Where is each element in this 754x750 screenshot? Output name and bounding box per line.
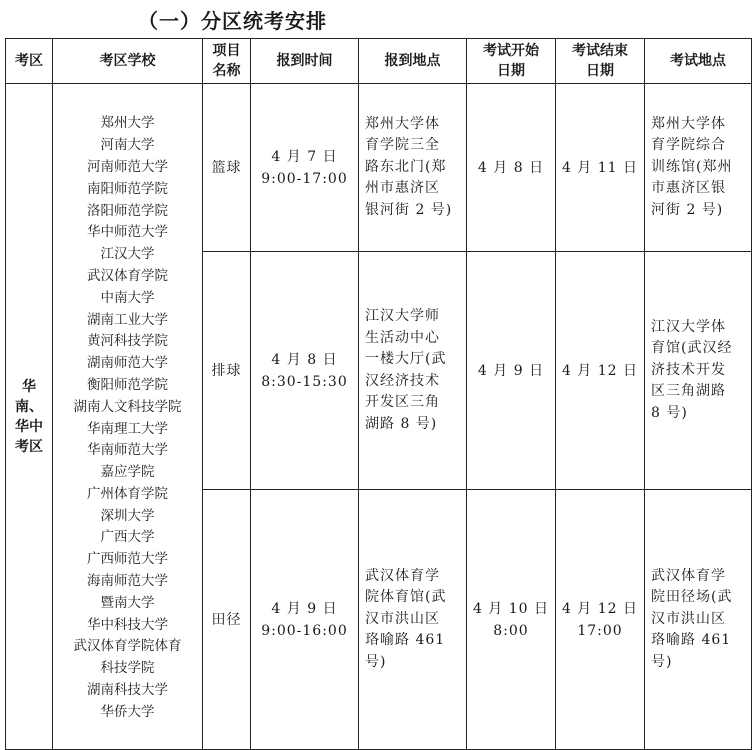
event-volleyball: 排球 <box>203 252 251 490</box>
event-basketball: 篮球 <box>203 84 251 252</box>
zone-cell: 华 南、 华中 考区 <box>6 84 53 750</box>
list-item: 武汉体育学院体育 <box>73 638 182 655</box>
report-place: 郑州大学体 育学院三全 路东北门(郑 州市惠济区 银河街 2 号) <box>359 84 467 252</box>
list-item: 广州体育学院 <box>87 485 168 502</box>
list-item: 湖南工业大学 <box>87 311 168 328</box>
list-item: 湖南师范大学 <box>87 355 168 372</box>
school-list <box>53 84 203 750</box>
list-item: 湖南人文科技学院 <box>73 398 182 415</box>
list-item: 中南大学 <box>100 289 155 306</box>
list-item: 河南大学 <box>100 137 155 154</box>
list-item: 深圳大学 <box>100 507 155 524</box>
list-item: 海南师范大学 <box>87 573 168 590</box>
report-time: 4 月 7 日 9:00-17:00 <box>251 84 359 252</box>
exam-place: 武汉体育学 院田径场(武 汉市洪山区 珞喻路 461 号) <box>645 490 752 750</box>
report-time: 4 月 8 日 8:30-15:30 <box>251 252 359 490</box>
list-item: 南阳师范学院 <box>87 180 168 197</box>
list-item: 华中科技大学 <box>87 616 168 633</box>
header-exam-place: 考试地点 <box>645 39 752 84</box>
list-item: 嘉应学院 <box>100 464 155 481</box>
header-row <box>6 39 752 84</box>
header-report-time: 报到时间 <box>251 39 359 84</box>
list-item: 衡阳师范学院 <box>87 376 168 393</box>
list-item: 华中师范大学 <box>87 224 168 241</box>
list-item: 华侨大学 <box>100 703 155 720</box>
header-schools: 考区学校 <box>53 39 203 84</box>
list-item: 广西师范大学 <box>87 551 168 568</box>
list-item: 武汉体育学院 <box>87 267 168 284</box>
exam-schedule-table <box>5 38 752 750</box>
header-report-place: 报到地点 <box>359 39 467 84</box>
list-item: 黄河科技学院 <box>87 333 168 350</box>
start-date: 4 月 10 日 8:00 <box>467 490 556 750</box>
list-item: 河南师范大学 <box>87 158 168 175</box>
start-date: 4 月 9 日 <box>467 252 556 490</box>
header-start-date: 考试开始 日期 <box>467 39 556 84</box>
header-end-date: 考试结束 日期 <box>556 39 645 84</box>
start-date: 4 月 8 日 <box>467 84 556 252</box>
list-item: 广西大学 <box>100 529 155 546</box>
list-item: 暨南大学 <box>100 594 155 611</box>
exam-place: 郑州大学体 育学院综合 训练馆(郑州 市惠济区银 河街 2 号) <box>645 84 752 252</box>
list-item: 华南师范大学 <box>87 442 168 459</box>
event-track-field: 田径 <box>203 490 251 750</box>
exam-place: 江汉大学体 育馆(武汉经 济技术开发 区三角湖路 8 号) <box>645 252 752 490</box>
end-date: 4 月 11 日 <box>556 84 645 252</box>
list-item: 科技学院 <box>100 660 155 677</box>
end-date: 4 月 12 日 <box>556 252 645 490</box>
report-place: 江汉大学师 生活动中心 一楼大厅(武 汉经济技术 开发区三角 湖路 8 号) <box>359 252 467 490</box>
section-title: （一）分区统考安排 <box>138 9 327 33</box>
report-place: 武汉体育学 院体育馆(武 汉市洪山区 珞喻路 461 号) <box>359 490 467 750</box>
list-item: 华南理工大学 <box>87 420 168 437</box>
list-item: 江汉大学 <box>100 246 155 263</box>
list-item: 湖南科技大学 <box>87 682 168 699</box>
report-time: 4 月 9 日 9:00-16:00 <box>251 490 359 750</box>
end-date: 4 月 12 日 17:00 <box>556 490 645 750</box>
list-item: 郑州大学 <box>100 115 155 132</box>
list-item: 洛阳师范学院 <box>87 202 168 219</box>
header-zone: 考区 <box>6 39 53 84</box>
header-event: 项目 名称 <box>203 39 251 84</box>
table-row <box>6 84 752 252</box>
